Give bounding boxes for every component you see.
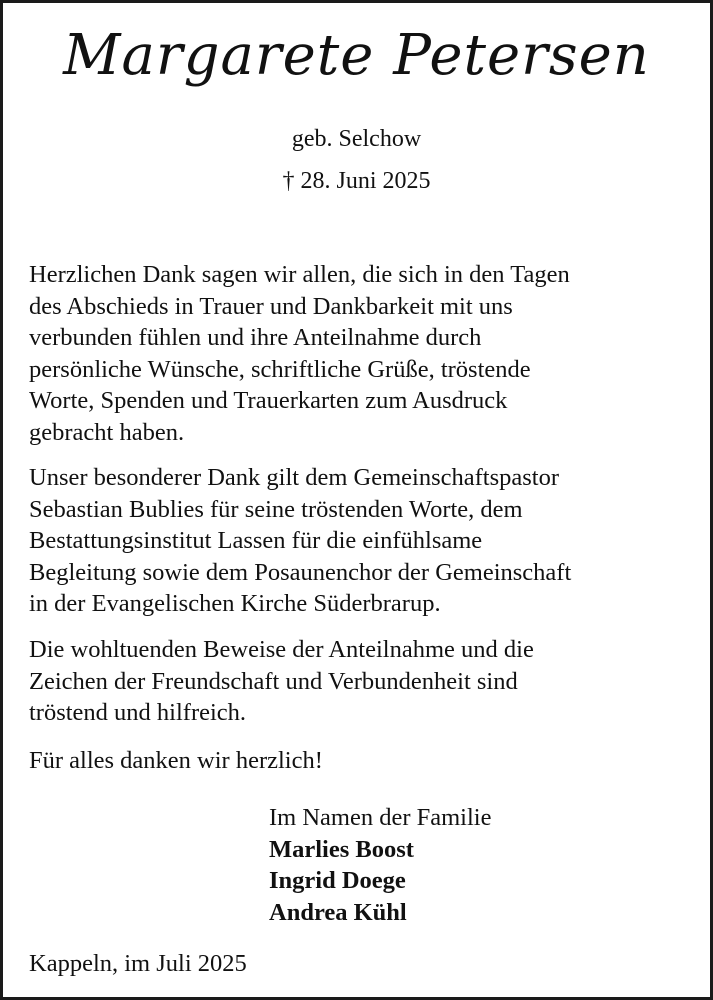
thanks-paragraph-4	[29, 745, 696, 777]
text-line: des Abschieds in Trauer und Dankbarkeit mit uns	[29, 292, 513, 320]
deceased-name: Margarete Petersen	[63, 23, 650, 88]
text-line: persönliche Wünsche, schriftliche Grüße, tröstende	[29, 355, 531, 383]
death-date: 28. Juni 2025	[300, 168, 431, 194]
thanks-paragraph-2	[29, 462, 696, 620]
text-line: Für alles danken wir herzlich!	[29, 747, 323, 774]
text-line: tröstend und hilfreich.	[29, 699, 247, 726]
text-line: Unser besonderer Dank gilt dem Gemeinschaftspastor	[29, 464, 559, 491]
text-line: gebracht haben.	[29, 418, 185, 446]
thanks-paragraph-3	[29, 634, 696, 729]
text-line: in der Evangelischen Kirche Süderbrarup.	[29, 590, 441, 617]
family-member-name: Ingrid Doege	[269, 867, 406, 894]
signature-intro: Im Namen der Familie	[269, 804, 492, 831]
text-line: Herzlichen Dank sagen wir allen, die sich in den Tagen	[29, 261, 570, 288]
text-line: Die wohltuenden Beweise der Anteilnahme und die	[29, 636, 534, 663]
family-member-name: Andrea Kühl	[269, 898, 407, 926]
cross-icon: †	[282, 168, 295, 194]
place-and-date: Kappeln, im Juli 2025	[29, 950, 247, 977]
text-line: Worte, Spenden und Trauerkarten zum Ausdruck	[29, 387, 508, 414]
text-line: Sebastian Bublies für seine tröstenden Worte, dem	[29, 495, 523, 523]
family-member-name: Marlies Boost	[269, 835, 414, 863]
birth-name: geb. Selchow	[291, 126, 422, 152]
family-signature	[269, 802, 491, 928]
thanks-paragraph-1	[29, 259, 696, 448]
text-line: Begleitung sowie dem Posaunenchor der Gemeinschaft	[29, 558, 572, 586]
text-line: Zeichen der Freundschaft und Verbundenheit sind	[29, 667, 518, 695]
text-line: verbunden fühlen und ihre Anteilnahme durch	[29, 324, 482, 351]
death-line	[3, 168, 710, 195]
text-line: Bestattungsinstitut Lassen für die einfühlsame	[29, 527, 483, 554]
